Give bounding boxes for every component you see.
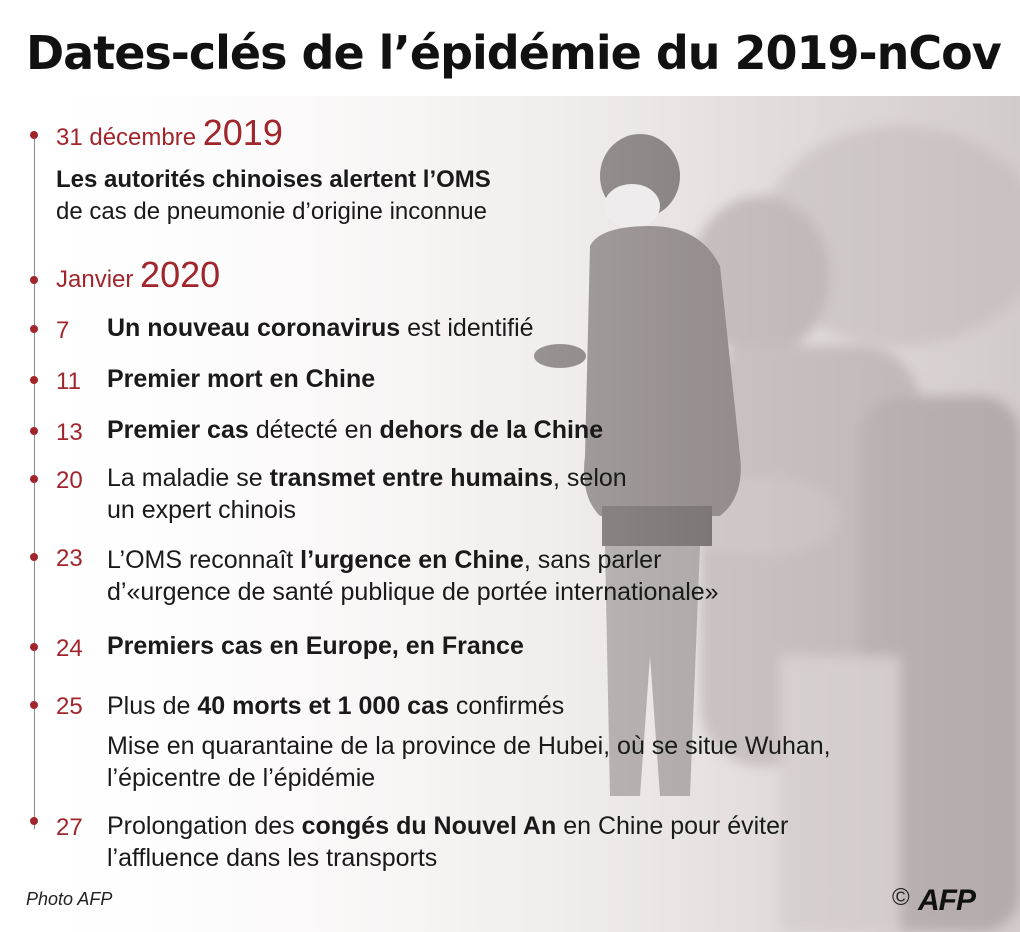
afp-logo: AFP [918,884,975,917]
event-2019 [56,164,491,228]
photo-credit: Photo AFP [26,889,113,909]
event-day: 25 [56,693,83,720]
event-day: 13 [56,419,83,446]
event-23 [107,544,719,608]
event-25 [107,690,831,794]
heading-year: 2019 [202,112,283,153]
event-13 [107,414,603,446]
heading-year: 2020 [140,254,221,295]
date-heading-2020 [56,254,220,296]
event-text: est identifié [400,314,534,342]
event-text: d’«urgence de santé publique de portée internationale» [107,578,719,606]
timeline-dot [30,376,38,384]
event-7 [107,312,534,344]
event-text: détecté en [248,416,380,444]
event-text: l’épicentre de l’épidémie [107,764,376,792]
event-bold-text: dehors de la Chine [379,416,604,444]
copyright-symbol: © [892,884,910,911]
timeline-dot [30,131,38,139]
heading-day-month: 31 décembre [56,124,197,151]
event-text: La maladie se [107,464,270,492]
event-text: Prolongation des [107,812,302,840]
event-bold-text: l’urgence en Chine [300,546,524,574]
event-bold-text: congés du Nouvel An [301,812,557,840]
heading-month: Janvier [56,266,134,293]
event-day: 23 [56,545,83,572]
event-11 [107,363,375,395]
event-text: en Chine pour éviter [556,812,789,840]
timeline-dot [30,701,38,709]
date-heading-2019 [56,112,283,154]
event-27 [107,810,788,874]
event-bold-text: Premier cas [107,416,249,444]
event-text: Mise en quarantaine de la province de Hubei, où se situe Wuhan, [107,732,831,760]
timeline-dot [30,325,38,333]
event-text: l’affluence dans les transports [107,844,438,872]
event-day: 11 [56,368,81,395]
timeline-dot [30,427,38,435]
event-day: 20 [56,467,83,494]
event-bold-text: 40 morts et 1 000 cas [197,692,449,720]
event-bold-text: Premiers cas en Europe, en France [107,632,524,660]
event-bold-text: Les autorités chinoises alertent l’OMS [56,166,491,193]
event-text: confirmés [448,692,565,720]
event-bold-text: transmet entre humains [269,464,554,492]
timeline-dot [30,643,38,651]
event-day: 24 [56,635,83,662]
event-text: un expert chinois [107,496,297,524]
event-bold-text: Un nouveau coronavirus [107,314,401,342]
event-20 [107,462,627,526]
event-text: de cas de pneumonie d’origine inconnue [56,198,487,225]
event-day: 7 [56,317,70,344]
event-bold-text: Premier mort en Chine [107,365,376,393]
event-day: 27 [56,814,83,841]
event-text: , sans parler [523,546,662,574]
timeline-dot [30,475,38,483]
timeline-dot [30,276,38,284]
event-text: , selon [553,464,627,492]
event-text: Plus de [107,692,198,720]
timeline-dot [30,817,38,825]
page-title: Dates-clés de l’épidémie du 2019-nCov [26,26,1001,80]
event-text: L’OMS reconnaît [107,546,301,574]
event-24 [107,630,524,662]
timeline-dot [30,553,38,561]
